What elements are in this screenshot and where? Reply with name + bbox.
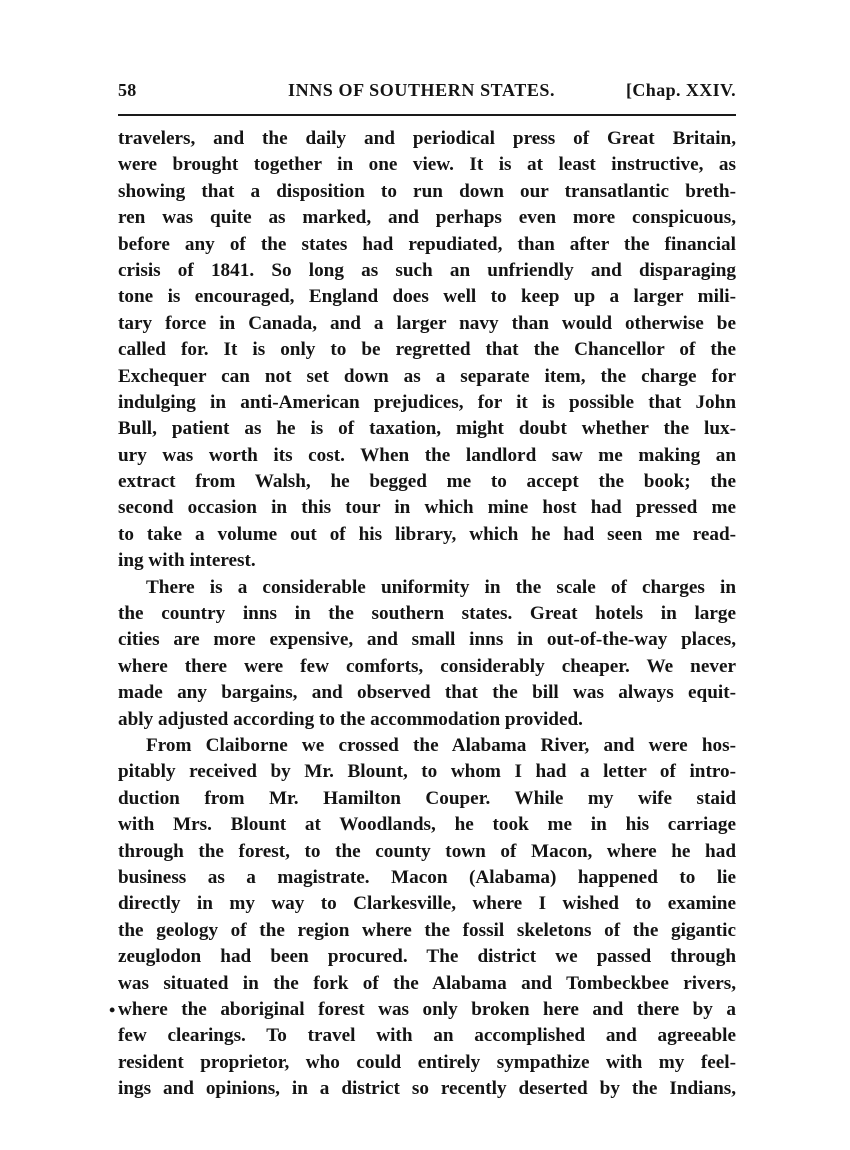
text-line: the country inns in the southern states. Great hotels in large [118,603,736,625]
text-line: travelers, and the daily and periodical press of Great Britain, [118,128,736,149]
running-title: INNS OF SOUTHERN STATES. [288,80,556,100]
text-line: where the aboriginal forest was only broken here and there by a [118,998,736,1020]
page-number: 58 [118,80,137,100]
text-line: second occasion in this tour in which mine host had pressed me [118,497,736,519]
text-line: zeuglodon had been procured. The district we passed through [118,946,736,968]
header-rule [118,114,736,116]
body-text [109,126,736,1102]
text-line: the geology of the region where the fossil skeletons of the gigantic [118,919,736,941]
text-line: before any of the states had repudiated, than after the financial [118,233,736,255]
paragraph [118,575,736,733]
text-line: where there were few comforts, considerably cheaper. We never [118,655,736,677]
text-line: ren was quite as marked, and perhaps even more conspicuous, [118,207,736,229]
text-line: duction from Mr. Hamilton Couper. While my wife staid [118,787,736,809]
text-line: tary force in Canada, and a larger navy than would otherwise be [118,312,736,334]
text-line: crisis of 1841. So long as such an unfriendly and disparaging [118,259,736,281]
text-line: with Mrs. Blount at Woodlands, he took me in his carriage [118,814,736,836]
text-line: indulging in anti-American prejudices, for it is possible that John [118,391,736,413]
text-line: extract from Walsh, he begged me to accept the book; the [118,471,736,493]
text-line: cities are more expensive, and small inns in out-of-the-way places, [118,629,736,651]
text-line: to take a volume out of his library, which he had seen me read- [118,523,736,545]
text-line: From Claiborne we crossed the Alabama River, and were hos- [146,734,736,756]
chapter-label: [Chap. XXIV. [626,80,736,100]
text-line: ings and opinions, in a district so recently deserted by the Indians, [118,1078,736,1100]
text-line: ably adjusted according to the accommodation provided. [118,708,583,730]
text-line: There is a considerable uniformity in the scale of charges in [146,576,736,598]
text-line: was situated in the fork of the Alabama and Tombeckbee rivers, [118,972,736,994]
text-line: tone is encouraged, England does well to keep up a larger mili- [118,286,736,308]
text-line: directly in my way to Clarkesville, where I wished to examine [118,893,736,915]
paragraph [118,126,736,575]
text-line: Exchequer can not set down as a separate item, the charge for [118,365,736,387]
text-line: were brought together in one view. It is at least instructive, as [118,154,736,176]
text-line: ing with interest. [118,550,256,572]
paragraph [109,733,736,1102]
page-header [118,80,736,110]
text-line: few clearings. To travel with an accomplished and agreeable [118,1025,736,1047]
text-line: business as a magistrate. Macon (Alabama) happened to lie [118,866,736,888]
margin-mark: • [109,999,116,1020]
text-line: pitably received by Mr. Blount, to whom I had a letter of intro- [118,761,736,783]
text-line: resident proprietor, who could entirely sympathize with my feel- [118,1051,736,1073]
book-page [109,80,736,1102]
text-line: called for. It is only to be regretted that the Chancellor of the [118,339,736,361]
text-line: Bull, patient as he is of taxation, might doubt whether the lux- [118,418,736,440]
text-line: ury was worth its cost. When the landlord saw me making an [118,444,736,466]
text-line: showing that a disposition to run down our transatlantic breth- [118,180,736,202]
text-line: through the forest, to the county town of Macon, where he had [118,840,736,862]
text-line: made any bargains, and observed that the bill was always equit- [118,682,736,704]
